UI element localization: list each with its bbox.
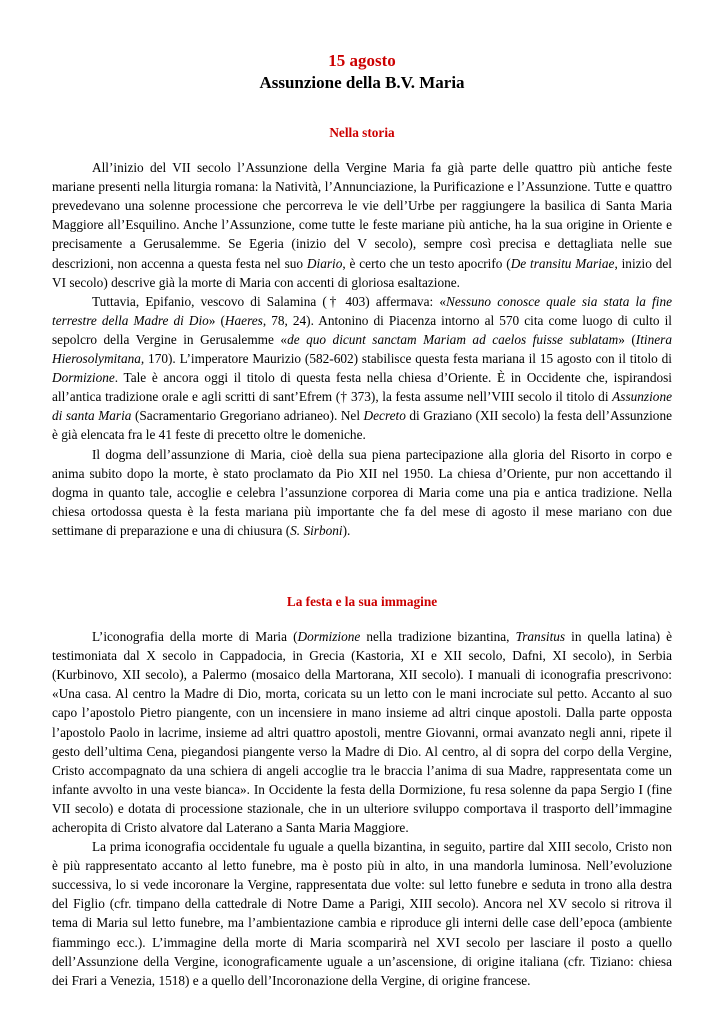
section-heading: La festa e la sua immagine	[286, 593, 438, 609]
italic-text: Diario	[306, 255, 343, 271]
italic-text: Itinera Hierosolymitana,	[52, 331, 672, 367]
italic-text: Nessuno conosce quale sia stata la fine terrestre della Madre di Dio	[52, 293, 672, 328]
text-run: . Tale è ancora oggi il titolo di questa festa nella chiesa d’Oriente. È in Occidente che, ispirandosi all’antica tradizione orale e agli scritti di sant’Efrem († 373), la festa assume nell’VIII secolo il titolo di	[52, 370, 672, 405]
text-run: Tuttavia, Epifanio, vescovo di Salamina († 403) affermava: «	[92, 293, 446, 309]
text-run: , 78, 24). Antonino di Piacenza intorno al 570 cita come luogo di culto il sepolcro della Vergine in Gerusalemme «	[52, 312, 673, 347]
italic-text: De transitu Mariae	[510, 255, 615, 271]
text-run: La prima iconografia occidentale fu uguale a quella bizantina, in seguito, partire dal XIII secolo, Cristo non è più rappresentato accanto al letto funebre, ma è posto più in alto, in una mandorla luminosa. Nell’evoluzione successiva, lo si vede incoronare la Vergine, rappresentata due volte: sul letto funebre e seduta in trono alla destra del Figlio (cfr. timpano della cattedrale di Notre Dame a Parigi, XIII secolo). Ancora nel XV secolo si ritrova il tema di Maria sul letto funebre, ma l’ambientazione cambia e riproduce gli interni delle case dell’epoca (ambiente fiammingo ecc.). L’immagine della morte di Maria scomparirà nel XVI secolo per lasciare il posto a quello dell’Assunzione della Vergine, iconograficamente uguale a un’ascensione, di origine italiana (cfr. Tiziano: chiesa dei Frari a Venezia, 1518) e a quello dell’Incoronazione della Vergine, di origine francese.	[52, 839, 672, 988]
text-run: L’iconografia della morte di Maria (	[92, 629, 298, 645]
italic-text: Assunzione di santa Maria	[52, 389, 672, 424]
paragraph	[52, 292, 672, 445]
section-history	[52, 123, 672, 540]
italic-text: de quo dicunt sanctam Mariam ad caelos fuisse sublatam	[287, 331, 619, 347]
feast-title: Assunzione della B.V. Maria	[259, 73, 465, 92]
italic-text: Haeres	[224, 312, 263, 328]
feast-date: 15 agosto	[328, 51, 396, 70]
section-heading: Nella storia	[329, 125, 395, 140]
document-page	[52, 50, 672, 990]
italic-text: S. Sirboni	[290, 522, 343, 538]
text-run: » (	[618, 331, 636, 347]
text-run: Il dogma dell’assunzione di Maria, cioè della sua piena partecipazione alla gloria del Risorto in corpo e anima subito dopo la morte, è stato proclamato da Pio XII nel 1950. La chiesa d’Oriente, pur non accettando il dogma in quanto tale, accoglie e celebra l’assunzione corporea di Maria come una pia e antica tradizione. Nella chiesa ortodossa questa è la festa mariana più importante che fa del mese di agosto il mese mariano con due settimane di preparazione e una di chiusura (	[52, 446, 672, 538]
text-run: , inizio del VI secolo) descrive già la morte di Maria con accenti di gloriosa esaltazione.	[52, 255, 672, 290]
paragraph	[52, 627, 672, 837]
text-run: in quella latina) è testimoniata dal X secolo in Cappadocia, in Grecia (Kastoria, XI e XII secolo, Dafni, XI secolo), in Serbia (Kurbinovo, XII secolo), a Palermo (mosaico della Martorana, XII secolo). I manuali di iconografia prescrivono: «Una casa. Al centro la Madre di Dio, morta, coricata su un letto con le mani incrociate sul petto. Accanto al suo capo l’apostolo Pietro piangente, con un incensiere in mano insieme ad altri cinque apostoli. Dalla parte opposta l’apostolo Paolo in lacrime, insieme ad altri quattro apostoli, mentre Giovanni, ormai avanzato negli anni, ripete il gesto dell’ultima Cena, piegandosi piangente verso la Madre di Dio. Al centro, al di sopra del corpo della Vergine, Cristo accompagnato da una schiera di angeli accoglie tra le braccia l’anima di sua Madre, rappresentata come un infante avvolto in una veste bianca». In Occidente la festa della Dormizione, fu resa solenne da papa Sergio I (fine VII secolo) e dotata di processione stazionale, che in un ulteriore sviluppo comportava il trasporto dell’immagine acheropita di Cristo alvatore dal Laterano a Santa Maria Maggiore.	[52, 629, 672, 835]
italic-text: Transitus	[515, 629, 566, 645]
paragraph	[52, 445, 672, 540]
italic-text: Dormizione	[297, 629, 361, 645]
text-run: (Sacramentario Gregoriano adrianeo). Nel	[131, 408, 364, 424]
italic-text: Decreto	[363, 408, 406, 424]
italic-text: Dormizione	[52, 370, 115, 386]
text-run: » (	[208, 312, 225, 328]
text-run: di Graziano (XII secolo) la festa dell’Assunzione è già elencata fra le 41 feste di precetto oltre le domeniche.	[52, 408, 672, 443]
text-run: nella tradizione bizantina,	[360, 629, 516, 645]
text-run: ).	[342, 522, 351, 538]
text-run: , è certo che un testo apocrifo (	[342, 255, 511, 271]
paragraph	[52, 158, 672, 292]
text-run: All’inizio del VII secolo l’Assunzione della Vergine Maria fa già parte delle quattro più antiche feste mariane presenti nella liturgia romana: la Natività, l’Annunciazione, la Purificazione e l’Assunzione. Tutte e quattro prevedevano una solenne processione che percorreva le vie dell’Urbe per raggiungere la basilica di Santa Maria Maggiore all’Esquilino. Anche l’Assunzione, come tutte le feste mariane più antiche, ha la sua origine in Oriente e precisamente a Gerusalemme. Se Egeria (inizio del V secolo), sempre così precisa e dettagliata nelle sue descrizioni, non accenna a questa festa nel suo	[52, 160, 672, 271]
section-iconography	[52, 592, 672, 990]
paragraph	[52, 837, 672, 990]
text-run: 170). L’imperatore Maurizio (582-602) stabilisce questa festa mariana il 15 agosto con il titolo di	[144, 351, 672, 367]
